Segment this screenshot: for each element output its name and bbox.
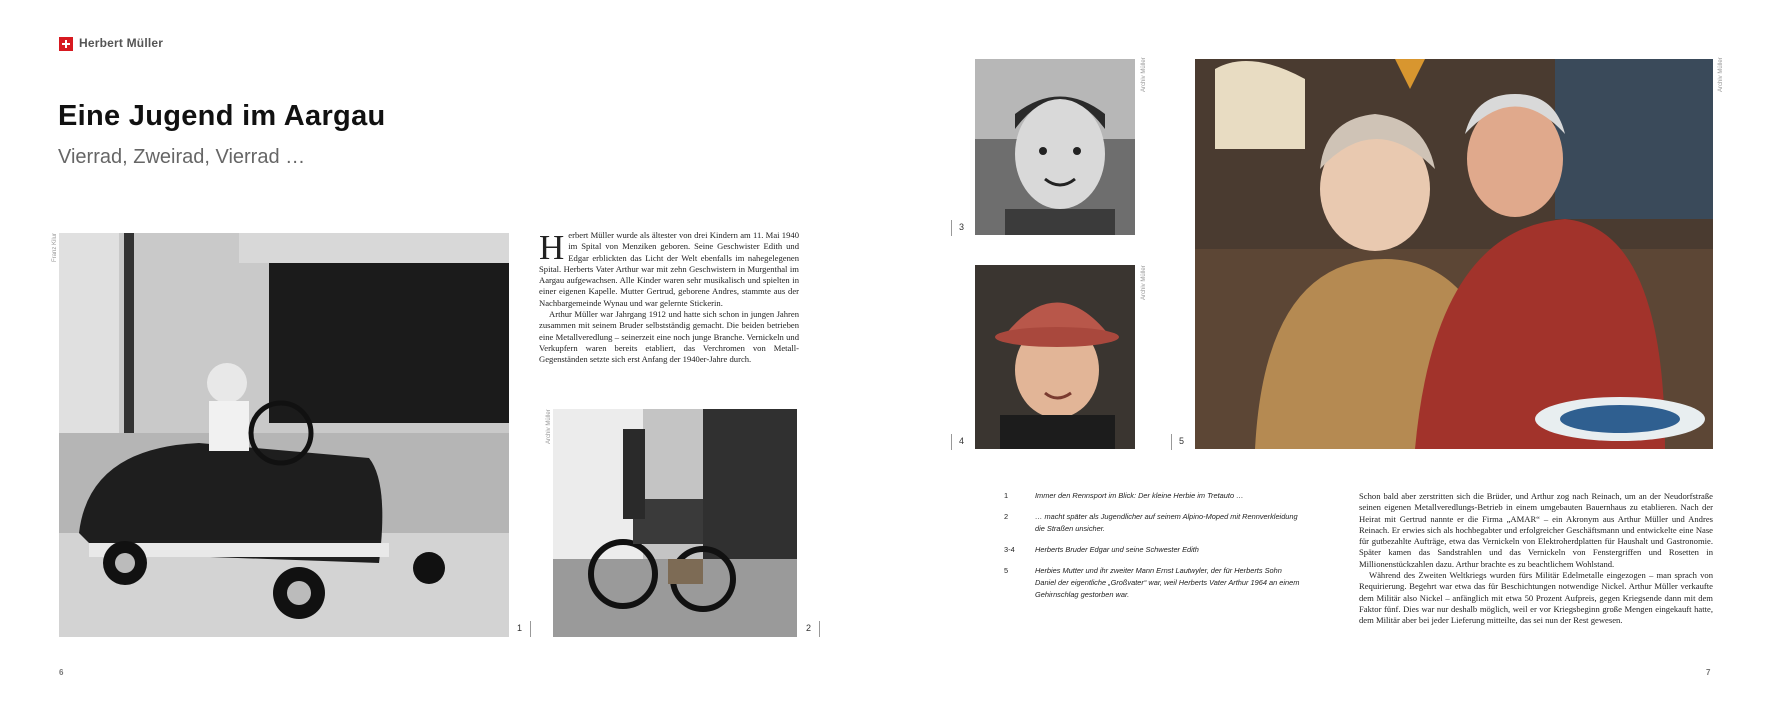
caption-text: … macht später als Jugendlicher auf seinem Alpino-Moped mit Rennverkleidung die Straßen unsicher. [1035, 512, 1298, 533]
article-paragraph-1: erbert Müller wurde als ältester von drei Kindern am 11. Mai 1940 im Spital von Menziken geboren. Seine Geschwister Edith und Edgar erblickten das Licht der Welt ebenfalls im nahegelegenen Spital. Herberts Vater Arthur war mit zehn Geschwistern in Murgenthal im Aargau aufgewachsen. Alle Kinder waren sehr musikalisch und spielten in einer eigenen Kapelle. Mutter Gertrud, geborene Andres, stammte aus der Nachbargemeinde Wynau und war gelernte Stickerin. [539, 230, 799, 308]
photo-credit-5: Archiv Müller [1718, 57, 1724, 92]
caption-text: Herberts Bruder Edgar und seine Schwester Edith [1035, 545, 1199, 554]
page-number-right: 7 [1706, 668, 1711, 677]
article-paragraph-3: Schon bald aber zerstritten sich die Brüder, und Arthur zog nach Reinach, um an der Neudorfstraße seinen eigenen Metallveredlungs-Betrieb in einem umgebauten Bauernhaus zu etablieren. Nach der Heirat mit Gertrud nannte er die Firma „AMAR“ – ein Akronym aus Arthur Müller und Andres Reinach. Er erwies sich als hochbegabter und erfolgreicher Geschäftsmann und entwickelte eine Nase für gutbezahlte Aufträge, etwa das Vernickeln von Elektroherdplatten für Haushalt und Gastronomie. Später kamen das Sandstrahlen und das Vernickeln von Fenstergriffen und Rosetten in Millionenstückzahlen dazu. Arthur brachte es zu beachtlichem Wohlstand. [1359, 491, 1713, 569]
article-column-left [539, 230, 799, 366]
photo-number-2: 2 [806, 623, 812, 633]
page-subtitle: Vierrad, Zweirad, Vierrad … [58, 146, 306, 168]
caption-number: 2 [1004, 512, 1009, 521]
brand-name: Herbert Müller [79, 36, 164, 50]
photo-credit-3: Archiv Müller [1141, 57, 1147, 92]
photo-number-5: 5 [1179, 436, 1185, 446]
caption-text: Immer den Rennsport im Blick: Der kleine Herbie im Tretauto … [1035, 491, 1244, 500]
caption-item [1004, 544, 1304, 556]
caption-item [1004, 511, 1304, 535]
caption-item [1004, 490, 1304, 502]
page-title: Eine Jugend im Aargau [58, 100, 386, 132]
caption-item [1004, 565, 1304, 601]
photo-credit-2: Archiv Müller [546, 409, 552, 444]
captions-list [1004, 490, 1304, 610]
caption-number: 3-4 [1004, 545, 1015, 554]
caption-text: Herbies Mutter und ihr zweiter Mann Ernst Lautwyler, der für Herberts Sohn Daniel der eigentliche „Großvater“ war, weil Herberts Vater Arthur 1964 an einem Gehirnschlag gestorben war. [1035, 566, 1300, 599]
photo-number-4: 4 [959, 436, 965, 446]
photo-credit-1: Franz Kilur [52, 232, 58, 262]
caption-number: 1 [1004, 491, 1009, 500]
photo-number-rule-3 [951, 220, 952, 236]
photo-couple [1195, 59, 1713, 449]
photo-number-1: 1 [517, 623, 523, 633]
article-column-right [1359, 491, 1713, 627]
photo-number-rule-1 [530, 621, 531, 637]
article-paragraph-4: Während des Zweiten Weltkriegs wurden fürs Militär Edelmetalle eingezogen – man sprach von Requirierung. Begehrt war etwa das für Beschichtungen notwendige Nickel. Arthur Müller verkaufte dem Militär also Nickel – anfänglich mit etwa 50 Prozent Aufpreis, gegen Kriegsende dann mit dem Faktor fünf. Dies war nur deshalb möglich, weil er vor Kriegsbeginn große Mengen eingekauft hatte, dem Militär aber bei jeder Lieferung mitteilte, das sei nun der Rest gewesen. [1359, 570, 1713, 626]
swiss-flag-icon [59, 37, 73, 51]
photo-number-rule-2 [819, 621, 820, 637]
caption-number: 5 [1004, 566, 1009, 575]
article-paragraph-2: Arthur Müller war Jahrgang 1912 und hatte sich schon in jungen Jahren zusammen mit seinem Bruder selbstständig gemacht. Die beiden betrieben eine Metallveredlung – seinerzeit eine noch junge Branche. Vernickeln und Verkupfern waren bereits etabliert, das Verchromen von Metall-Gegenständen setzte sich erst Anfang der 1940er-Jahre durch. [539, 309, 799, 365]
photo-number-rule-5 [1171, 434, 1172, 450]
photo-girl-hat [975, 265, 1135, 449]
page-number-left: 6 [59, 668, 64, 677]
photo-boy-portrait [975, 59, 1135, 235]
photo-pedal-car [59, 233, 509, 637]
photo-motorbike [553, 409, 797, 637]
photo-number-rule-4 [951, 434, 952, 450]
drop-cap: H [539, 228, 565, 267]
photo-number-3: 3 [959, 222, 965, 232]
photo-credit-4: Archiv Müller [1141, 265, 1147, 300]
